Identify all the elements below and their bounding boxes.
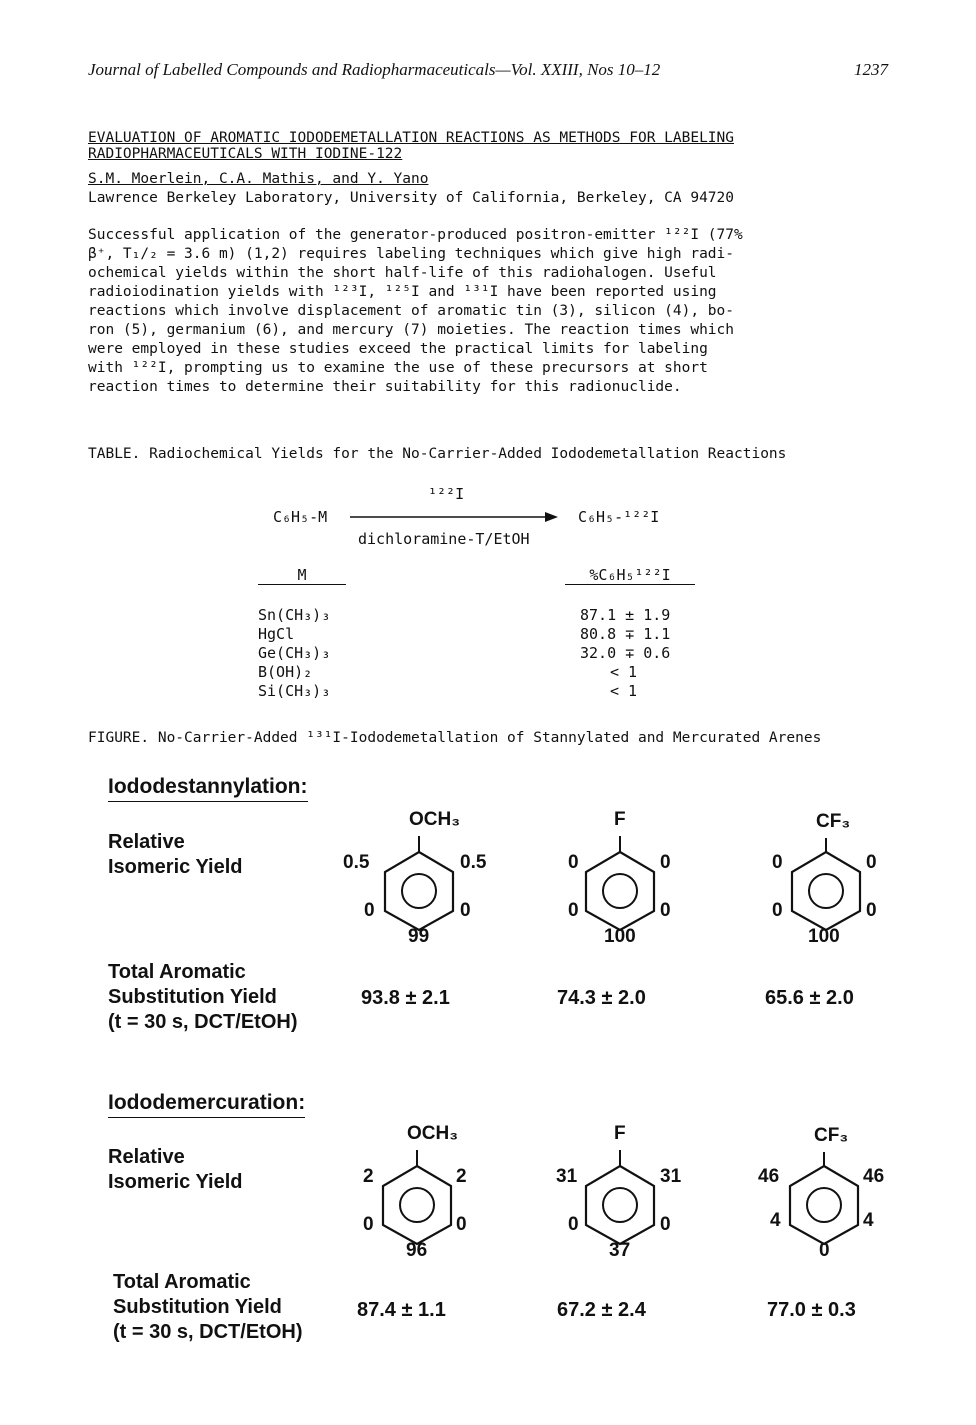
total-yield-value: 77.0 ± 0.3: [767, 1299, 856, 1321]
molecule-destannylation-trifluorotoluene: [748, 808, 898, 958]
section-heading-demercuration: Iododemercuration:: [108, 1091, 305, 1118]
yield-upper-left: 2: [363, 1166, 374, 1187]
yield-lower-right: 0: [866, 900, 877, 921]
yield-lower-right: 4: [863, 1210, 874, 1231]
yield-upper-left: 46: [758, 1166, 780, 1187]
relative-yield-label: [108, 1145, 243, 1195]
total-yield-value: 74.3 ± 2.0: [557, 987, 646, 1009]
yield-upper-right: 0.5: [460, 852, 487, 873]
molecule-demercuration-trifluorotoluene: [748, 1122, 898, 1272]
substituent-label: F: [614, 809, 626, 830]
total-label-line: Total Aromatic: [108, 961, 246, 983]
yield-lower-left: 0: [772, 900, 783, 921]
yield-upper-right: 31: [660, 1166, 682, 1187]
authors: S.M. Moerlein, C.A. Mathis, and Y. Yano: [88, 171, 429, 187]
affiliation: Lawrence Berkeley Laboratory, University of California, Berkeley, CA 94720: [88, 190, 735, 206]
reaction-product: C₆H₅-¹²²I: [578, 508, 660, 526]
col-header-yield: %C₆H₅¹²²I: [565, 566, 695, 585]
total-label-line: (t = 30 s, DCT/EtOH): [108, 1011, 298, 1033]
yield-lower-right: 0: [460, 900, 471, 921]
page-number: 1237: [854, 60, 888, 79]
table-cell-m: Si(CH₃)₃: [258, 682, 331, 700]
title-line-1: EVALUATION OF AROMATIC IODODEMETALLATION REACTIONS AS METHODS FOR LABELING: [88, 130, 735, 146]
col-header-m: M: [258, 566, 346, 585]
yield-upper-left: 0.5: [343, 852, 370, 873]
total-yield-value: 93.8 ± 2.1: [361, 987, 450, 1009]
total-label-line: Total Aromatic: [113, 1271, 251, 1293]
total-label-line: Substitution Yield: [108, 986, 277, 1008]
substituent-label: OCH₃: [407, 1123, 459, 1144]
yield-lower-right: 0: [660, 900, 671, 921]
table-cell-yield: 32.0 ∓ 0.6: [580, 644, 671, 662]
table-cell-yield: < 1: [610, 663, 638, 681]
yield-para: 99: [408, 926, 430, 947]
yield-lower-left: 0: [363, 1214, 374, 1235]
molecule-demercuration-fluorobenzene: [543, 1122, 693, 1272]
total-yield-value: 67.2 ± 2.4: [557, 1299, 646, 1321]
abstract-line: with ¹²²I, prompting us to examine the use of these precursors at short: [88, 360, 708, 376]
table-cell-yield: 87.1 ± 1.9: [580, 606, 671, 624]
yield-para: 37: [609, 1240, 631, 1261]
yield-lower-left: 0: [568, 1214, 579, 1235]
table-cell-m: Ge(CH₃)₃: [258, 644, 331, 662]
yield-para: 96: [406, 1240, 428, 1261]
reaction-reagent-above: ¹²²I: [428, 485, 465, 503]
abstract-line: β⁺, T₁/₂ = 3.6 m) (1,2) requires labeling techniques which give high radi-: [88, 246, 735, 262]
yield-upper-right: 0: [866, 852, 877, 873]
yield-upper-right: 2: [456, 1166, 467, 1187]
title-line-2: RADIOPHARMACEUTICALS WITH IODINE-122: [88, 146, 403, 162]
yield-para: 100: [808, 926, 840, 947]
table-cell-m: HgCl: [258, 625, 295, 643]
reaction-arrow: [350, 510, 560, 524]
total-yield-value: 87.4 ± 1.1: [357, 1299, 446, 1321]
relative-label-line: Relative: [108, 1146, 185, 1168]
yield-upper-right: 0: [660, 852, 671, 873]
table-caption: TABLE. Radiochemical Yields for the No-Carrier-Added Iododemetallation Reactions: [88, 446, 787, 462]
abstract-line: reactions which involve displacement of aromatic tin (3), silicon (4), bo-: [88, 303, 735, 319]
substituent-label: OCH₃: [409, 809, 461, 830]
yield-lower-left: 0: [568, 900, 579, 921]
yield-upper-left: 0: [568, 852, 579, 873]
total-yield-value: 65.6 ± 2.0: [765, 987, 854, 1009]
running-head: [88, 60, 888, 80]
reaction-reagent-below: dichloramine-T/EtOH: [358, 530, 530, 548]
molecule-destannylation-fluorobenzene: [543, 808, 693, 958]
yield-lower-right: 0: [456, 1214, 467, 1235]
molecule-destannylation-anisole: [340, 808, 490, 958]
total-label-line: Substitution Yield: [113, 1296, 282, 1318]
total-label-line: (t = 30 s, DCT/EtOH): [113, 1321, 303, 1343]
relative-label-line: Relative: [108, 831, 185, 853]
relative-label-line: Isomeric Yield: [108, 856, 243, 878]
total-yield-label: [108, 960, 297, 1035]
table-cell-m: B(OH)₂: [258, 663, 313, 681]
yield-upper-right: 46: [863, 1166, 885, 1187]
table-m-column: [258, 606, 330, 701]
molecule-demercuration-anisole: [340, 1122, 490, 1272]
table-cell-yield: < 1: [610, 682, 638, 700]
abstract-line: ron (5), germanium (6), and mercury (7) moieties. The reaction times which: [88, 322, 735, 338]
substituent-label: CF₃: [814, 1125, 849, 1146]
table-cell-yield: 80.8 ∓ 1.1: [580, 625, 671, 643]
yield-para: 0: [819, 1240, 830, 1261]
yield-lower-right: 0: [660, 1214, 671, 1235]
yield-para: 100: [604, 926, 636, 947]
yield-lower-left: 4: [770, 1210, 781, 1231]
relative-yield-label: [108, 830, 243, 880]
abstract-line: radioiodination yields with ¹²³I, ¹²⁵I and ¹³¹I have been reported using: [88, 284, 717, 300]
abstract-line: reaction times to determine their suitability for this radionuclide.: [88, 379, 682, 395]
reaction-reactant: C₆H₅-M: [273, 508, 328, 526]
total-yield-label: [113, 1270, 302, 1345]
abstract-line: Successful application of the generator-produced positron-emitter ¹²²I (77%: [88, 227, 743, 243]
abstract: [88, 226, 808, 397]
yield-upper-left: 0: [772, 852, 783, 873]
substituent-label: CF₃: [816, 811, 851, 832]
figure-caption: FIGURE. No-Carrier-Added ¹³¹I-Iododemetallation of Stannylated and Mercurated Arenes: [88, 730, 822, 746]
abstract-line: were employed in these studies exceed the practical limits for labeling: [88, 341, 708, 357]
journal-title: Journal of Labelled Compounds and Radiopharmaceuticals—Vol. XXIII, Nos 10–12: [88, 60, 661, 79]
article-title: [88, 130, 818, 162]
abstract-line: ochemical yields within the short half-life of this radiohalogen. Useful: [88, 265, 717, 281]
section-heading-destannylation: Iododestannylation:: [108, 775, 308, 802]
substituent-label: F: [614, 1123, 626, 1144]
yield-upper-left: 31: [556, 1166, 578, 1187]
relative-label-line: Isomeric Yield: [108, 1171, 243, 1193]
yield-lower-left: 0: [364, 900, 375, 921]
table-cell-m: Sn(CH₃)₃: [258, 606, 331, 624]
table-yield-column: [580, 606, 670, 701]
